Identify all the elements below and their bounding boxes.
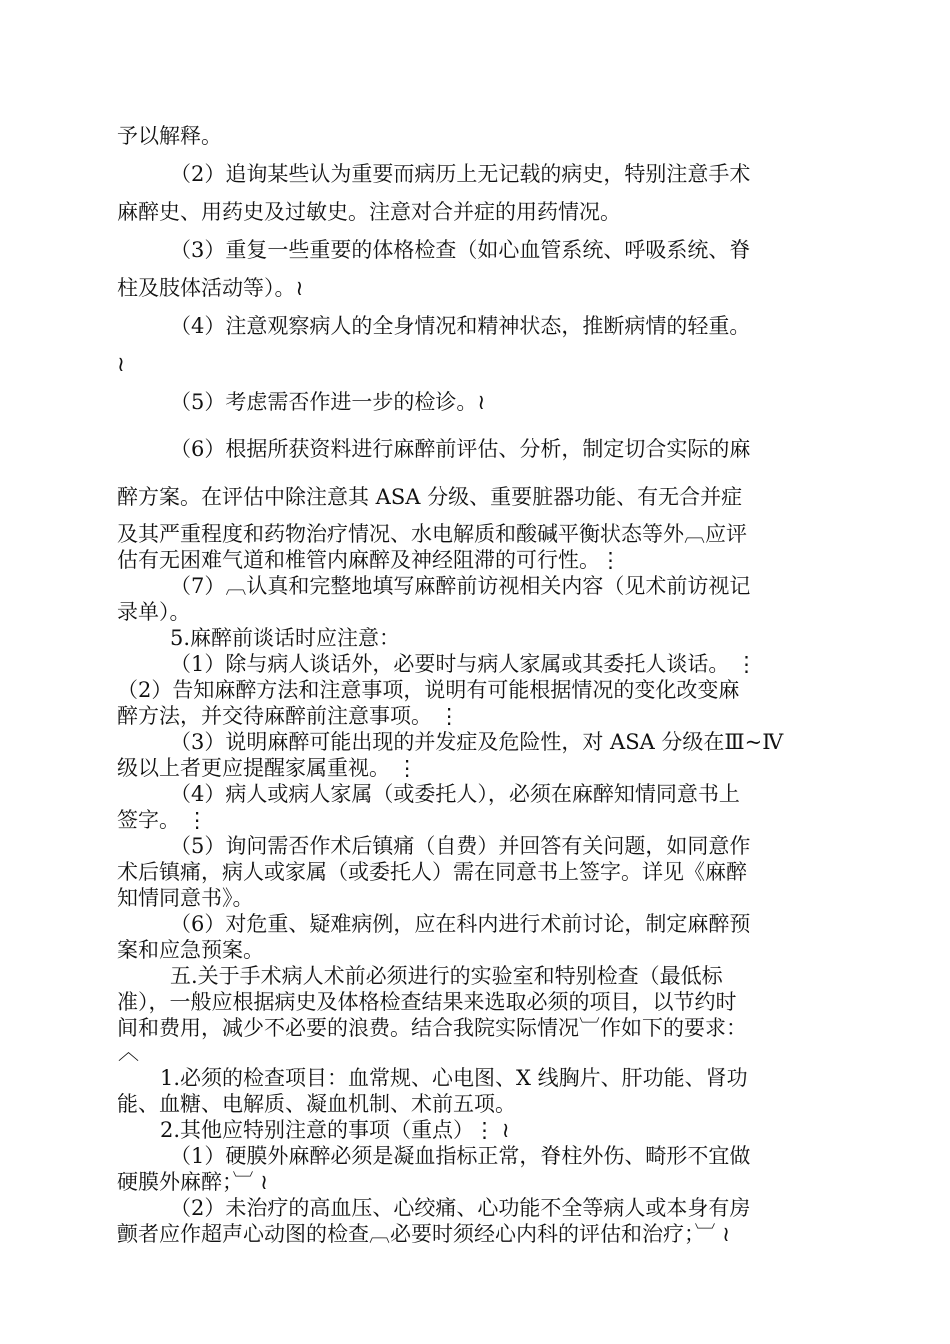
text-line: ︿ [118, 1040, 139, 1064]
text-line: 录单）。 [117, 600, 191, 624]
text-line: 2.其他应特别注意的事项（重点）⋮ ≀ [160, 1118, 510, 1142]
text-line: 5.麻醉前谈话时应注意： [170, 626, 401, 650]
text-line: （1）除与病人谈话外，必要时与病人家属或其委托人谈话。 ⋮ [170, 652, 758, 676]
text-line: （6）根据所获资料进行麻醉前评估、分析，制定切合实际的麻 [170, 437, 751, 461]
text-line: （3）重复一些重要的体格检查（如心血管系统、呼吸系统、脊 [170, 238, 751, 262]
text-line: （2）未治疗的高血压、心绞痛、心功能不全等病人或本身有房 [170, 1196, 751, 1220]
text-line: 准），一般应根据病史及体格检查结果来选取必须的项目，以节约时 [117, 990, 737, 1014]
text-line: 间和费用，减少不必要的浪费。结合我院实际情况︺作如下的要求： [117, 1016, 747, 1040]
text-line: （2）追询某些认为重要而病历上无记载的病史，特别注意手术 [170, 162, 751, 186]
text-line: 予以解释。 [117, 124, 222, 148]
text-line: 硬膜外麻醉；︺ ≀ [117, 1170, 269, 1194]
text-line: 及其严重程度和药物治疗情况、水电解质和酸碱平衡状态等外︹应评 [117, 522, 747, 546]
text-line: （4）病人或病人家属（或委托人），必须在麻醉知情同意书上 [170, 782, 740, 806]
text-line: 级以上者更应提醒家属重视。 ⋮ [117, 756, 418, 780]
text-line: 案和应急预案。 [117, 938, 264, 962]
text-line: （5）询问需否作术后镇痛（自费）并回答有关问题，如同意作 [170, 834, 751, 858]
text-line: （1）硬膜外麻醉必须是凝血指标正常，脊柱外伤、畸形不宜做 [170, 1144, 751, 1168]
text-line: 五.关于手术病人术前必须进行的实验室和特别检查（最低标 [170, 964, 723, 988]
text-line: 醉方案。在评估中除注意其 ASA 分级、重要脏器功能、有无合并症 [117, 485, 743, 509]
text-line: 1.必须的检查项目：血常规、心电图、X 线胸片、肝功能、肾功 [160, 1066, 748, 1090]
text-line: （4）注意观察病人的全身情况和精神状态，推断病情的轻重。 [170, 314, 751, 338]
text-line: （3）说明麻醉可能出现的并发症及危险性，对 ASA 分级在Ⅲ~Ⅳ [170, 730, 784, 754]
text-line: （7）︹认真和完整地填写麻醉前访视相关内容（见术前访视记 [170, 574, 751, 598]
text-line: 能、血糖、电解质、凝血机制、术前五项。 [117, 1092, 516, 1116]
text-line: 醉方法，并交待麻醉前注意事项。 ⋮ [117, 704, 460, 728]
text-line: 柱及肢体活动等）。≀ [117, 276, 304, 300]
text-line: 知情同意书》。 [117, 886, 254, 910]
text-line: 术后镇痛，病人或家属（或委托人）需在同意书上签字。详见《麻醉 [117, 860, 747, 884]
text-line: （2）告知麻醉方法和注意事项，说明有可能根据情况的变化改变麻 [117, 678, 740, 702]
text-line: 估有无困难气道和椎管内麻醉及神经阻滞的可行性。⋮ [117, 548, 621, 572]
text-line: 麻醉史、用药史及过敏史。注意对合并症的用药情况。 [117, 200, 621, 224]
text-line: ≀ [117, 352, 125, 376]
text-line: 签字。 ⋮ [117, 808, 208, 832]
text-line: （6）对危重、疑难病例，应在科内进行术前讨论，制定麻醉预 [170, 912, 751, 936]
text-line: （5）考虑需否作进一步的检诊。≀ [170, 390, 486, 414]
text-line: 颤者应作超声心动图的检查︹必要时须经心内科的评估和治疗；︺ ≀ [117, 1222, 731, 1246]
